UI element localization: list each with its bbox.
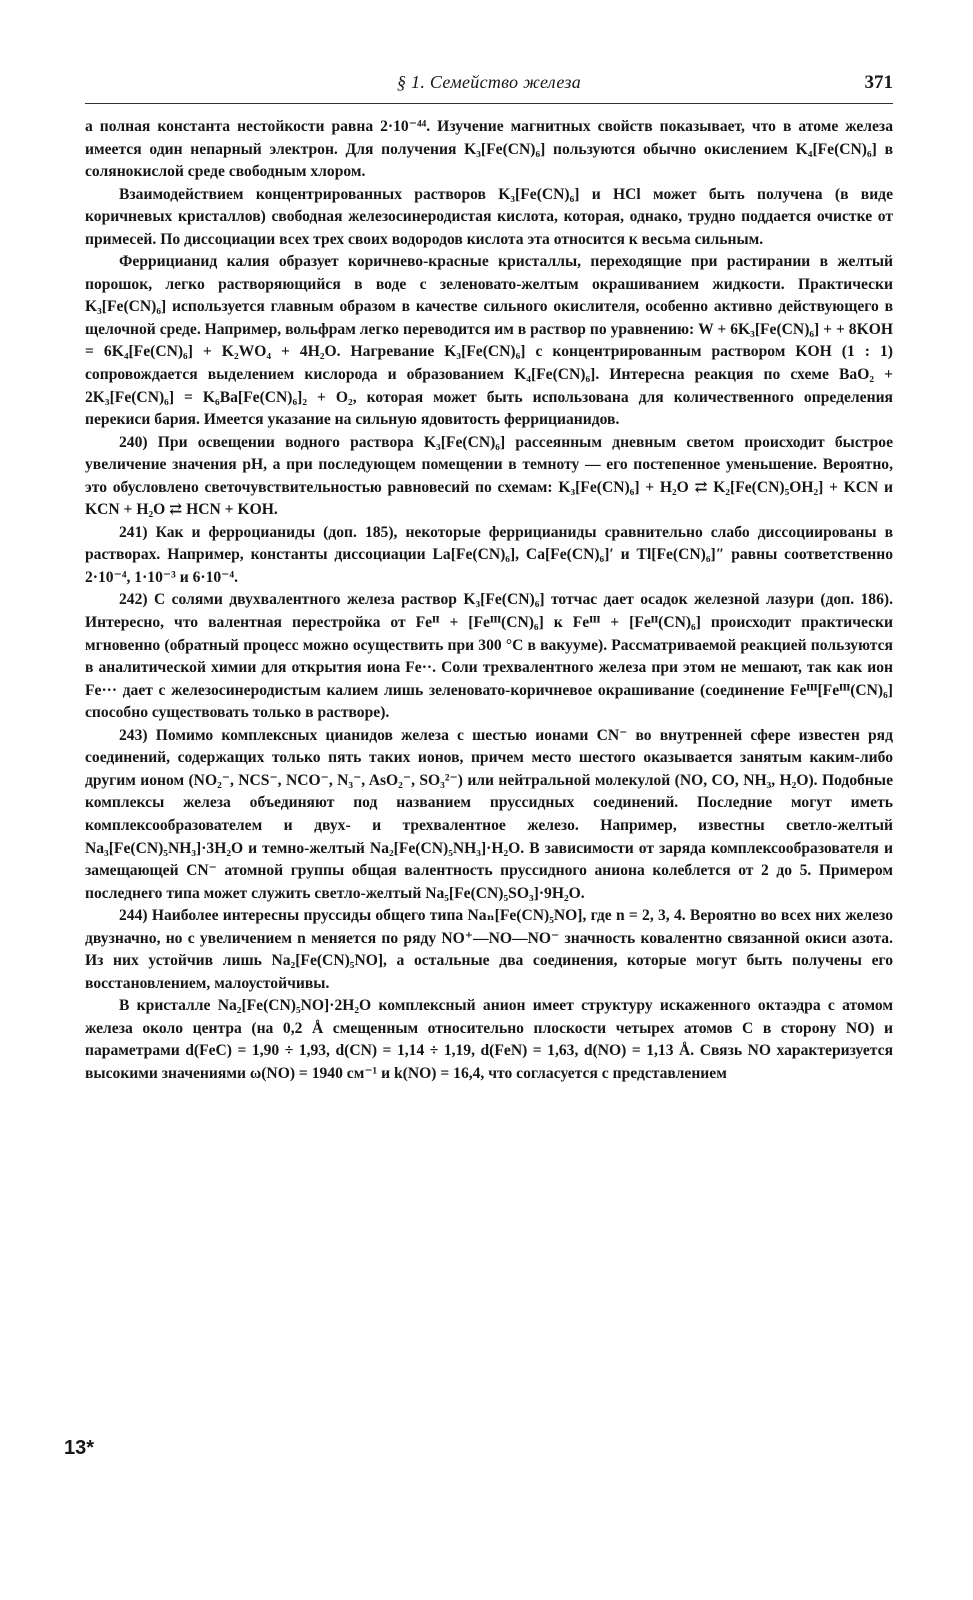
signature-mark: 13* xyxy=(64,1437,95,1459)
note-244: 244) Наиболее интересны пруссиды общего типа Naₙ[Fe(CN)₅NO], где n = 2, 3, 4. Вероятно во всех них железо двузначно, но с увеличением n меняется по ряду NO⁺—NO—NO⁻ значность ковалентно связанной окиси азота. Из них устойчив лишь Na₂[Fe(CN)₅NO], а остальные два соединения, которые могут быть получены его восстановлением, малоустойчивы. xyxy=(85,907,893,992)
paragraph-continuation: а полная константа нестойкости равна 2·10⁻⁴⁴. Изучение магнитных свойств показывает, что в атоме железа имеется один непарный электрон. Для получения K₃[Fe(CN)₆] пользуются обычно окислением K₄[Fe(CN)₆] в солянокислой среде свободным хлором. xyxy=(85,118,893,181)
paragraph-ferricyanic-acid: Взаимодействием концентрированных растворов K₃[Fe(CN)₆] и HCl может быть получена (в виде коричневых кристаллов) свободная железосинеродистая кислота, которая, однако, трудно поддается очистке от примесей. По диссоциации всех трех своих водородов кислота эта относится к весьма сильным. xyxy=(85,185,893,248)
page-number: 371 xyxy=(864,72,893,93)
header-rule xyxy=(85,103,893,104)
paragraph-crystal-structure: В кристалле Na₂[Fe(CN)₅NO]·2H₂O комплексный анион имеет структуру искаженного октаэдра с атомом железа около центра (на 0,2 Å смещенным относительно плоскости четырех атомов C в сторону NO) и параметрами d(FeC) = 1,90 ÷ 1,93, d(CN) = 1,14 ÷ 1,19, d(FeN) = 1,63, d(NO) = 1,13 Å. Связь NO характеризуется высокими значениями ω(NO) = 1940 см⁻¹ и k(NO) = 16,4, что согласуется с представлением xyxy=(85,997,893,1082)
note-243: 243) Помимо комплексных цианидов железа с шестью ионами CN⁻ во внутренней сфере известен ряд соединений, содержащих только пять таких ионов, причем место шестого оказывается занятым каким-либо другим ионом (NO₂⁻, NCS⁻, NCO⁻, N₃⁻, AsO₂⁻, SO₃²⁻) или нейтральной молекулой (NO, CO, NH₃, H₂O). Подобные комплексы железа объединяют под названием прусcидных соединений. Последние могут иметь комплексообразователем и двух- и трехвалентное железо. Например, известны светло-желтый Na₃[Fe(CN)₅NH₃]·3H₂O и темно-желтый Na₂[Fe(CN)₅NH₃]·H₂O. В зависимости от заряда комплексообразователя и замещающей CN⁻ атомной группы общая валентность пруссидного аниона колеблется от 2 до 5. Примером последнего типа может служить светло-желтый Na₅[Fe(CN)₅SO₃]·9H₂O. xyxy=(85,726,893,902)
running-header xyxy=(85,62,893,96)
paragraph-potassium-ferricyanide: Феррицианид калия образует коричнево-красные кристаллы, переходящие при растирании в желтый порошок, легко растворяющийся в воде с зеленовато-желтым окрашиванием жидкости. Практически K₃[Fe(CN)₆] используется главным образом в качестве сильного окислителя, особенно активно действующего в щелочной среде. Например, вольфрам легко переводится им в раствор по уравнению: W + 6K₃[Fe(CN)₆] + + 8KOH = 6K₄[Fe(CN)₆] + K₂WO₄ + 4H₂O. Нагревание K₃[Fe(CN)₆] с концентрированным раствором KOH (1 : 1) сопровождается выделением кислорода и образованием K₄[Fe(CN)₆]. Интересна реакция по схеме BaO₂ + 2K₃[Fe(CN)₆] = K₆Ba[Fe(CN)₆]₂ + O₂, которая может быть использована для количественного определения перекиси бария. Имеется указание на сильную ядовитость феррицианидов. xyxy=(85,253,893,429)
note-242: 242) С солями двухвалентного железа раствор K₃[Fe(CN)₆] тотчас дает осадок железной лазури (доп. 186). Интересно, что валентная перестройка от Feᴵᴵ + [Feᴵᴵᴵ(CN)₆] к Feᴵᴵᴵ + [Feᴵᴵ(CN)₆] происходит практически мгновенно (обратный процесс можно осуществить при 300 °C в вакууме). Рассматриваемой реакцией пользуются в аналитической химии для открытия иона Fe··. Соли трехвалентного железа при этом не мешают, так как ион Fe··· дает с железосинеродистым калием лишь зеленовато-коричневое окрашивание (соединение Feᴵᴵᴵ[Feᴵᴵᴵ(CN)₆] способно существовать только в растворе). xyxy=(85,591,893,722)
running-title: § 1. Семейство железа xyxy=(396,72,582,92)
note-240: 240) При освещении водного раствора K₃[Fe(CN)₆] рассеянным дневным светом происходит быстрое увеличение значения pH, а при последующем помещении в темноту — его постепенное уменьшение. Вероятно, это обусловлено светочувствительностью равновесий по схемам: K₃[Fe(CN)₆] + H₂O ⇄ K₂[Fe(CN)₅OH₂] + KCN и KCN + H₂O ⇄ HCN + KOH. xyxy=(85,433,893,519)
book-page xyxy=(85,62,893,1086)
body-text xyxy=(85,116,893,1086)
note-241: 241) Как и ферроцианиды (доп. 185), некоторые феррицианиды сравнительно слабо диссоциированы в растворах. Например, константы диссоциации La[Fe(CN)₆], Ca[Fe(CN)₆]′ и Tl[Fe(CN)₆]″ равны соответственно 2·10⁻⁴, 1·10⁻³ и 6·10⁻⁴. xyxy=(85,523,893,586)
